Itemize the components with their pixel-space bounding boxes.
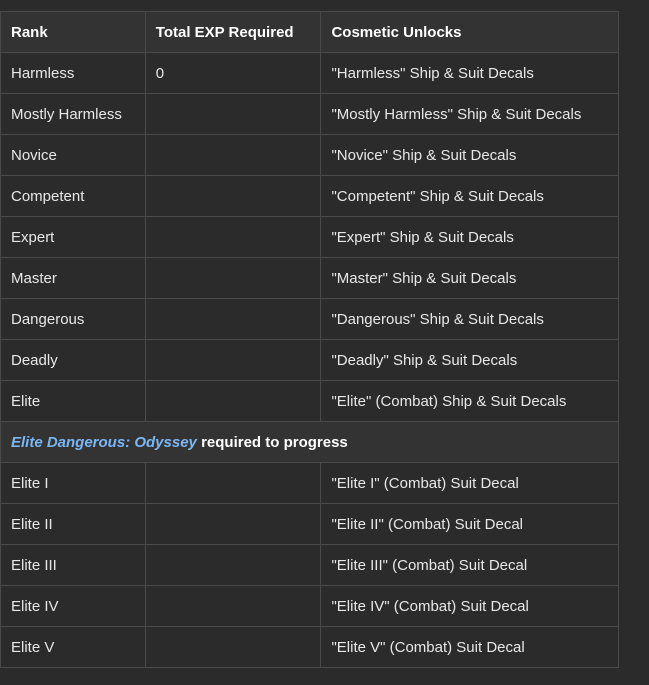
exp-cell: [145, 545, 321, 586]
table-row: [1, 176, 619, 217]
unlock-cell: "Elite V" (Combat) Suit Decal: [321, 627, 619, 668]
rank-cell: Deadly: [1, 340, 146, 381]
column-header-rank: Rank: [1, 12, 146, 53]
exp-cell: [145, 258, 321, 299]
table-row: [1, 135, 619, 176]
odyssey-link[interactable]: Elite Dangerous: Odyssey: [11, 433, 197, 451]
odyssey-banner-cell: [1, 422, 619, 463]
exp-cell: [145, 627, 321, 668]
unlock-cell: "Master" Ship & Suit Decals: [321, 258, 619, 299]
exp-cell: [145, 504, 321, 545]
unlock-cell: "Deadly" Ship & Suit Decals: [321, 340, 619, 381]
unlock-cell: "Mostly Harmless" Ship & Suit Decals: [321, 94, 619, 135]
unlock-cell: "Novice" Ship & Suit Decals: [321, 135, 619, 176]
table-row: [1, 53, 619, 94]
rank-cell: Master: [1, 258, 146, 299]
unlock-cell: "Elite II" (Combat) Suit Decal: [321, 504, 619, 545]
rank-cell: Dangerous: [1, 299, 146, 340]
exp-cell: [145, 217, 321, 258]
rank-cell: Competent: [1, 176, 146, 217]
table-row: [1, 94, 619, 135]
table-row: [1, 627, 619, 668]
rank-cell: Novice: [1, 135, 146, 176]
exp-cell: [145, 135, 321, 176]
table-row: [1, 299, 619, 340]
exp-cell: [145, 381, 321, 422]
unlock-cell: "Elite IV" (Combat) Suit Decal: [321, 586, 619, 627]
banner-text: required to progress: [196, 433, 348, 451]
exp-cell: [145, 94, 321, 135]
unlock-cell: "Dangerous" Ship & Suit Decals: [321, 299, 619, 340]
unlock-cell: "Elite III" (Combat) Suit Decal: [321, 545, 619, 586]
unlock-cell: "Elite" (Combat) Ship & Suit Decals: [321, 381, 619, 422]
table-header-row: [1, 12, 619, 53]
exp-cell: 0: [145, 53, 321, 94]
exp-cell: [145, 299, 321, 340]
table-row: [1, 545, 619, 586]
rank-cell: Harmless: [1, 53, 146, 94]
unlock-cell: "Expert" Ship & Suit Decals: [321, 217, 619, 258]
table-row: [1, 586, 619, 627]
column-header-unlocks: Cosmetic Unlocks: [321, 12, 619, 53]
unlock-cell: "Harmless" Ship & Suit Decals: [321, 53, 619, 94]
odyssey-banner-row: [1, 422, 619, 463]
exp-cell: [145, 176, 321, 217]
exp-cell: [145, 586, 321, 627]
unlock-cell: "Elite I" (Combat) Suit Decal: [321, 463, 619, 504]
rank-cell: Expert: [1, 217, 146, 258]
table-row: [1, 463, 619, 504]
column-header-exp: Total EXP Required: [145, 12, 321, 53]
rank-cell: Elite: [1, 381, 146, 422]
exp-cell: [145, 463, 321, 504]
table-row: [1, 340, 619, 381]
exp-cell: [145, 340, 321, 381]
rank-cell: Elite I: [1, 463, 146, 504]
table-row: [1, 217, 619, 258]
table-row: [1, 258, 619, 299]
table-row: [1, 504, 619, 545]
rank-cell: Mostly Harmless: [1, 94, 146, 135]
rank-cell: Elite II: [1, 504, 146, 545]
combat-rank-table: [0, 11, 619, 668]
table-row: [1, 381, 619, 422]
rank-cell: Elite V: [1, 627, 146, 668]
unlock-cell: "Competent" Ship & Suit Decals: [321, 176, 619, 217]
rank-cell: Elite IV: [1, 586, 146, 627]
rank-cell: Elite III: [1, 545, 146, 586]
